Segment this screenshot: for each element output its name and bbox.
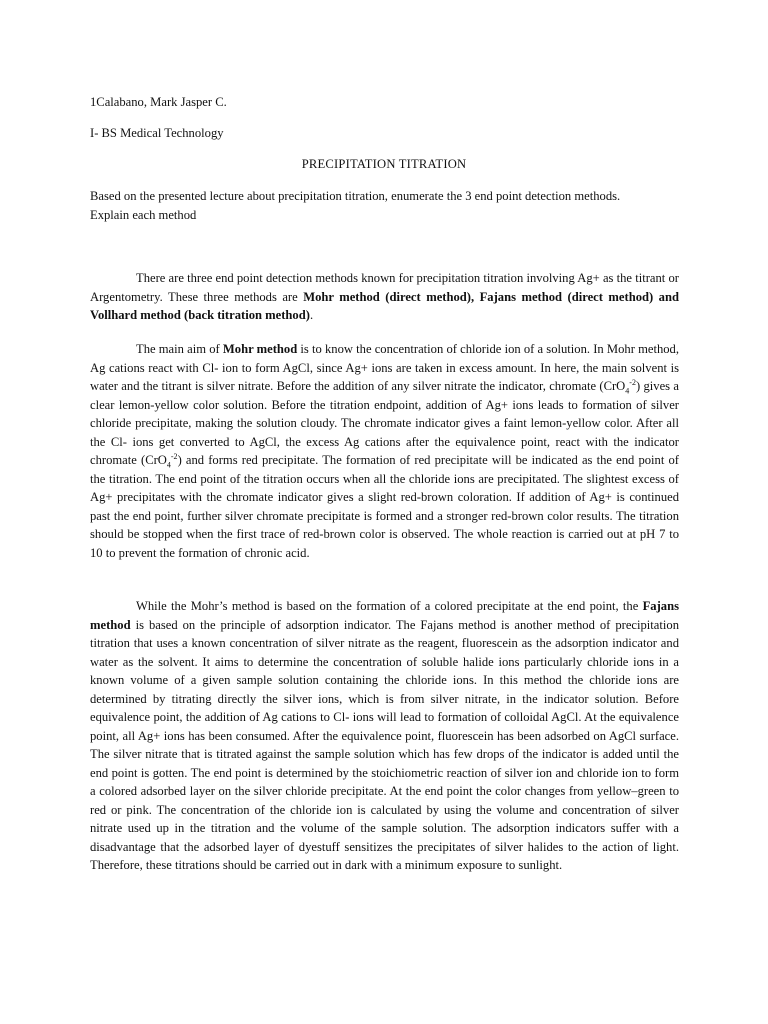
fajans-text: is based on the principle of adsorption indicator. The Fajans method is another method of precipitation titration that uses a known concentration of silver nitrate as the reagent, fluorescein as the adsorption indicator and water as the solvent. It aims to determine the concentration of soluble halide ions particularly chloride ions in a known volume of a given sample solution containing the chloride ions. In this method the chloride ions are determined by titrating directly the silver ions, which is from silver nitrate, in the indicator solution. Before equivalence point, the addition of Ag cations to Cl- ions will lead to formation of colloidal AgCl. At the equivalence point, all Ag+ ions has been consumed. After the equivalence point, fluorescein has been adsorbed on AgCl surface. The silver nitrate that is titrated against the sample solution which has few drops of the indicator is added until the end point is gotten. The end point is determined by the stoichiometric reaction of silver ion and chloride ion to form a colored adsorbed layer on the silver chloride precipitate. At the end point the color changes from yellow–green to red or pink. The concentration of the chloride ion is calculated by using the volume and concentration of silver nitrate used up in the titration and the volume of the sample solution. The adsorption indicators suffer with a disadvantage that the adsorbed layer of dyestuff sensitizes the precipitates of silver halides to the action of light. Therefore, these titrations should be carried out in dark with a minimum exposure to sunlight. <box>90 617 679 872</box>
mohr-text-1: is to know the concentration of chloride ion of a solution. In Mohr method, Ag cations react with Cl- ion to form AgCl, since Ag+ ions are taken in excess amount. In here, the main solvent is water and the titrant is silver nitrate. Before the addition of any silver nitrate the indicator, chromate (CrO <box>90 342 679 393</box>
mohr-text-2: ) gives a clear lemon-yellow color solution. Before the titration endpoint, addition of Ag+ ions leads to formation of silver chloride precipitate, making the solution cloudy. The chromate indicator gives a faint lemon-yellow color. After all the Cl- ions get converted to AgCl, the excess Ag cations after the equivalence point, react with the indicator chromate (CrO <box>90 379 679 467</box>
intro-text: There are three end point detection methods known for precipitation titration involving Ag+ as the titrant or Argentometry. These three methods are <box>90 271 679 304</box>
chromate-charge: -2 <box>629 377 636 387</box>
methods-list: Mohr method (direct method), Fajans method (direct method) and Vollhard method (back titration method) <box>90 289 679 322</box>
fajans-lead: While the Mohr’s method is based on the formation of a colored precipitate at the end point, the <box>136 599 643 613</box>
mohr-paragraph <box>90 340 679 562</box>
intro-end: . <box>309 308 314 322</box>
chromate-subscript: 4 <box>625 386 630 396</box>
question-prompt: Based on the presented lecture about precipitation titration, enumerate the 3 end point detection methods. Explain each method <box>90 189 621 222</box>
program-line: I- BS Medical Technology <box>90 126 224 140</box>
intro-paragraph <box>90 269 679 325</box>
chromate-subscript: 4 <box>166 460 171 470</box>
mohr-text-3: ) and forms red precipitate. The formation of red precipitate will be indicated as the end point of the titration. The end point of the titration occurs when all the chloride ions are precipitated. The slightest excess of Ag+ precipitates with the chromate indicator gives a slight red-brown coloration. If addition of Ag+ is continued past the end point, further silver chromate precipitate is formed and a stronger red-brown color results. The titration should be stopped when the first trace of red-brown color is observed. The whole reaction is carried out at pH 7 to 10 to prevent the formation of chronic acid. <box>90 453 679 560</box>
author-name: 1Calabano, Mark Jasper C. <box>90 95 227 109</box>
document-title: PRECIPITATION TITRATION <box>301 157 467 171</box>
mohr-lead: The main aim of <box>136 342 223 356</box>
chromate-charge: -2 <box>170 451 178 461</box>
fajans-term: Fajans method <box>90 599 679 632</box>
fajans-paragraph <box>90 597 679 875</box>
mohr-term: Mohr method <box>222 342 298 356</box>
